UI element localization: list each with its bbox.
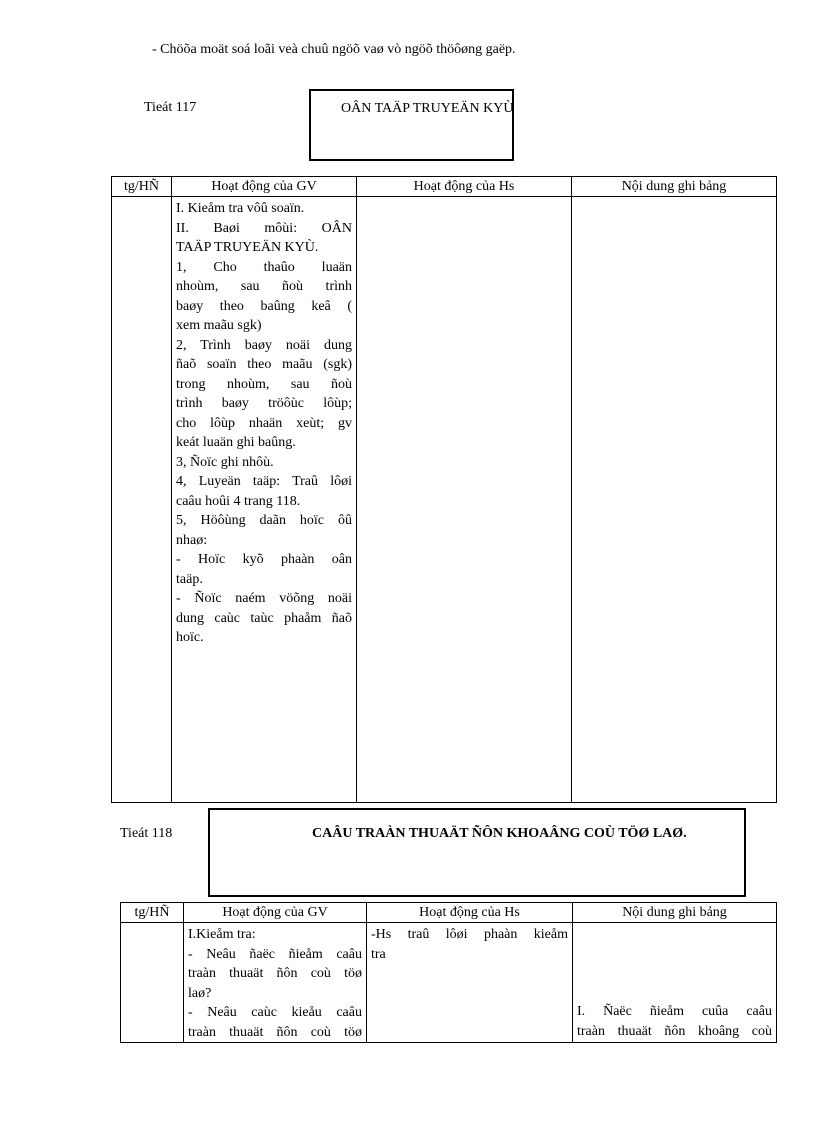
header-student: Hoạt động của Hs — [367, 903, 573, 923]
header-time: tg/HÑ — [121, 903, 184, 923]
cell-text-line: - Neâu ñaëc ñieåm caâu — [188, 946, 362, 962]
cell-text-line: - Hoïc kyõ phaàn oân — [176, 552, 352, 567]
time-cell — [121, 923, 184, 1043]
lesson-118-number: Tieát 118 — [120, 826, 173, 841]
cell-text-line: ñaõ soaïn theo maãu (sgk) — [176, 357, 352, 372]
cell-text-line: - Ñoïc naém vöõng noäi — [176, 591, 352, 606]
table-row — [121, 923, 777, 1043]
table-row — [112, 197, 777, 803]
lesson-118-table — [120, 902, 777, 1043]
cell-text-line: II. Baøi môùi: OÂN — [176, 220, 352, 236]
table-header-row — [112, 177, 777, 197]
student-activity-cell — [367, 923, 573, 1043]
cell-text-line: I.Kieåm tra: — [188, 927, 256, 942]
lesson-117-title: OÂN TAÄP TRUYEÄN KYÙ — [341, 101, 514, 116]
cell-text-line: laø? — [188, 985, 212, 1001]
cell-text-line: 1, Cho thaûo luaän — [176, 259, 352, 275]
teacher-activity-lines — [176, 199, 352, 648]
student-activity-cell — [357, 197, 572, 803]
time-cell — [112, 197, 172, 803]
cell-text-line: caâu hoûi 4 trang 118. — [176, 493, 301, 509]
header-teacher: Hoạt động của GV — [172, 177, 357, 197]
cell-text-line: tra — [371, 946, 386, 962]
lesson-117-table — [111, 176, 777, 803]
cell-text-line: traàn thuaät ñôn coù töø — [188, 1024, 362, 1040]
cell-text-line: traàn thuaät ñôn khoâng coù — [577, 1023, 772, 1039]
cell-text-line: dung caùc taùc phaåm ñaõ — [176, 610, 352, 626]
cell-text-line: taäp. — [176, 571, 203, 587]
header-board: Nội dung ghi bảng — [573, 903, 777, 923]
cell-text-line: nhaø: — [176, 532, 208, 548]
board-content-cell — [572, 197, 777, 803]
cell-text-line: I. Ñaëc ñieåm cuûa caâu — [577, 1004, 772, 1019]
cell-text-line: TAÄP TRUYEÄN KYÙ. — [176, 240, 319, 255]
student-activity-lines — [371, 925, 568, 964]
header-board: Nội dung ghi bảng — [572, 177, 777, 197]
cell-text-line: 3, Ñoïc ghi nhôù. — [176, 454, 274, 470]
cell-text-line: xem maãu sgk) — [176, 318, 262, 333]
cell-text-line: 5, Höôùng daãn hoïc ôû — [176, 513, 352, 528]
teacher-activity-cell — [172, 197, 357, 803]
header-student: Hoạt động của Hs — [357, 177, 572, 197]
cell-text-line: - Neâu caùc kieåu caâu — [188, 1005, 362, 1020]
header-time: tg/HÑ — [112, 177, 172, 197]
cell-text-line: hoïc. — [176, 630, 204, 645]
lesson-117-title-box — [309, 89, 514, 161]
cell-text-line: trình baøy tröôùc lôùp; — [176, 396, 352, 411]
cell-text-line: I. Kieåm tra vôû soaïn. — [176, 201, 305, 216]
cell-text-line: cho lôùp nhaän xeùt; gv — [176, 415, 352, 431]
table-header-row — [121, 903, 777, 923]
cell-text-line: trong nhoùm, sau ñoù — [176, 376, 352, 392]
intro-line: - Chöõa moät soá loãi veà chuû ngöõ vaø vò ngöõ thöôøng gaëp. — [152, 42, 516, 57]
cell-text-line: traàn thuaät ñôn coù töø — [188, 966, 362, 981]
teacher-activity-lines — [188, 925, 362, 1042]
lesson-118-title-box — [208, 808, 746, 897]
lesson-117-number: Tieát 117 — [144, 100, 197, 115]
header-teacher: Hoạt động của GV — [184, 903, 367, 923]
teacher-activity-cell — [184, 923, 367, 1043]
cell-text-line: keát luaän ghi baûng. — [176, 435, 296, 450]
board-content-lines — [577, 1002, 772, 1041]
cell-text-line: 2, Trình baøy noäi dung — [176, 337, 352, 353]
cell-text-line: baøy theo baûng keâ ( — [176, 298, 352, 314]
board-content-cell — [573, 923, 777, 1043]
cell-text-line: 4, Luyeän taäp: Traû lôøi — [176, 474, 352, 489]
lesson-118-title: CAÂU TRAÀN THUAÄT ÑÔN KHOAÂNG COÙ TÖØ LAØ. — [312, 826, 687, 841]
cell-text-line: nhoùm, sau ñoù trình — [176, 279, 352, 294]
cell-text-line: -Hs traû lôøi phaàn kieåm — [371, 927, 568, 942]
